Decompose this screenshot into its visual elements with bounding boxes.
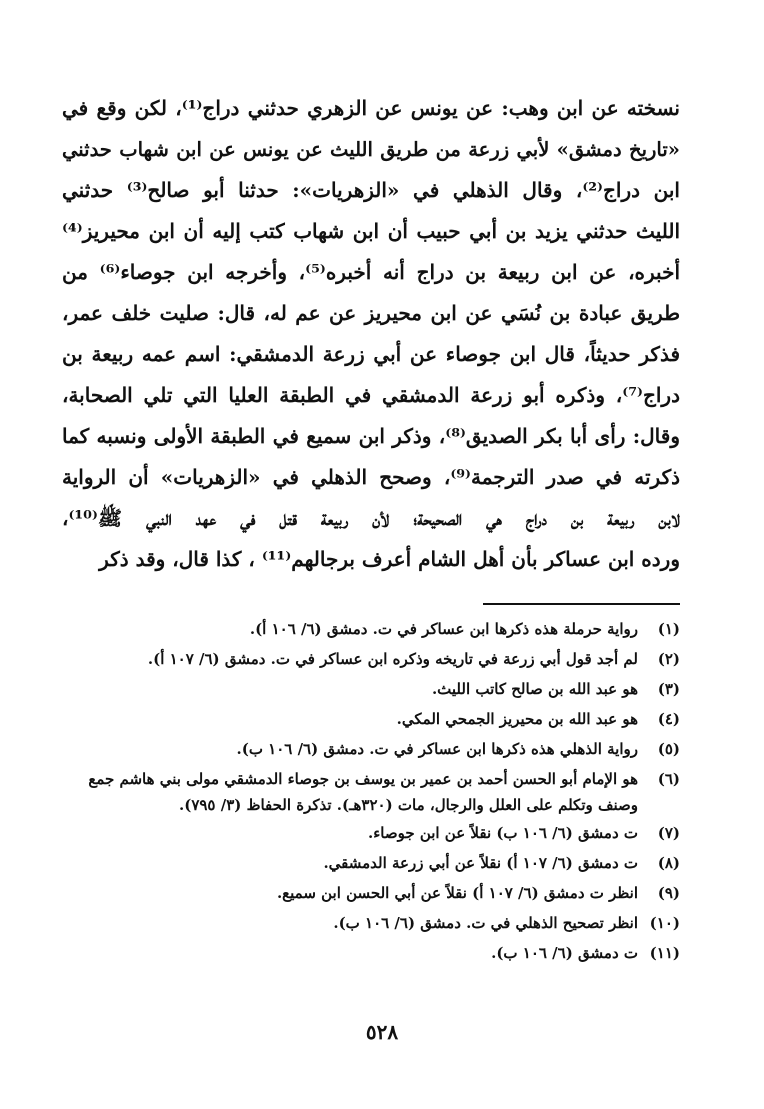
body-line: لابن ربيعة بن دراج هي الصحيحة؛ لأن ربيعة قتل في عهد النبي ﷺ⁽¹⁰⁾، [62, 506, 680, 530]
footnote-number: (٨) [657, 854, 680, 872]
footnote [62, 614, 680, 644]
footnote-text: انظر تصحيح الذهلي في ت. دمشق (٦/ ١٠٦ ب). [333, 914, 638, 932]
footnote [62, 704, 680, 734]
footnote [62, 644, 680, 674]
footnote-number: (٢) [657, 650, 680, 668]
footnote-number: (٦) [657, 770, 680, 788]
footnote-text: رواية الذهلي هذه ذكرها ابن عساكر في ت. دمشق (٦/ ١٠٦ ب). [236, 740, 638, 758]
body-line: الليث حدثني يزيد بن أبي حبيب أن ابن شهاب كتب إليه أن ابن محيريز⁽⁴⁾ [62, 219, 680, 243]
footnote-text: هو عبد الله بن صالح كاتب الليث. [431, 680, 638, 698]
footnote-text: ت دمشق (٦/ ١٠٧ أ) نقلاً عن أبي زرعة الدمشقي. [323, 854, 638, 872]
footnote-separator [483, 603, 680, 605]
footnote-number: (٧) [657, 824, 680, 842]
body-line: فذكر حديثاً، قال ابن جوصاء عن أبي زرعة الدمشقي: اسم عمه ربيعة بن [62, 342, 680, 366]
body-text [62, 88, 680, 580]
footnote-number: (١١) [649, 944, 680, 962]
body-line: أخبره، عن ابن ربيعة بن دراج أنه أخبره⁽⁵⁾، وأخرجه ابن جوصاء⁽⁶⁾ من [62, 260, 680, 284]
footnote-text: ت دمشق (٦/ ١٠٦ ب). [491, 944, 638, 962]
footnote [62, 908, 680, 938]
footnote-number: (٣) [657, 680, 680, 698]
body-line: ابن دراج⁽²⁾، وقال الذهلي في «الزهريات»: حدثنا أبو صالح⁽³⁾ حدثني [62, 178, 680, 202]
footnote-number: (٤) [657, 710, 680, 728]
footnotes [62, 614, 680, 968]
footnote-number: (١٠) [649, 914, 680, 932]
body-line: دراج⁽⁷⁾، وذكره أبو زرعة الدمشقي في الطبقة العليا التي تلي الصحابة، [62, 383, 680, 407]
footnote [62, 878, 680, 908]
footnote [62, 938, 680, 968]
footnote [62, 674, 680, 704]
footnote-text: ت دمشق (٦/ ١٠٦ ب) نقلاً عن ابن جوصاء. [368, 824, 638, 842]
body-line: ذكرته في صدر الترجمة⁽⁹⁾، وصحح الذهلي في «الزهريات» أن الرواية [62, 465, 680, 489]
body-line: ورده ابن عساكر بأن أهل الشام أعرف برجالهم⁽¹¹⁾ ، كذا قال، وقد ذكر [99, 547, 680, 571]
body-line: نسخته عن ابن وهب: عن يونس عن الزهري حدثني دراج⁽¹⁾، لكن وقع في [62, 96, 680, 120]
page-number: ٥٢٨ [365, 1020, 399, 1044]
footnote-text: هو عبد الله بن محيريز الجمحي المكي. [396, 710, 638, 728]
body-line: «تاريخ دمشق» لأبي زرعة من طريق الليث عن يونس عن ابن شهاب حدثني [62, 138, 680, 161]
footnote-number: (٥) [657, 740, 680, 758]
footnote-text: انظر ت دمشق (٦/ ١٠٧ أ) نقلاً عن أبي الحسن ابن سميع. [276, 884, 638, 902]
footnote-text: هو الإمام أبو الحسن أحمد بن عمير بن يوسف بن جوصاء الدمشقي مولى بني هاشم جمع وصنف وتكلم على العلل والرجال، مات (٣٢٠هـ). تذكرة الحفاظ (٣/ ٧٩٥). [88, 770, 638, 814]
body-line: وقال: رأى أبا بكر الصديق⁽⁸⁾، وذكر ابن سميع في الطبقة الأولى ونسبه كما [62, 424, 680, 448]
footnote [62, 848, 680, 878]
footnote [62, 818, 680, 848]
footnote [62, 764, 680, 818]
footnote-number: (٩) [657, 884, 680, 902]
footnote-text: رواية حرملة هذه ذكرها ابن عساكر في ت. دمشق (٦/ ١٠٦ أ). [249, 620, 638, 638]
body-line: طريق عبادة بن نُسَي عن ابن محيريز عن عم له، قال: صليت خلف عمر، [62, 301, 680, 325]
footnote-text: لم أجد قول أبي زرعة في تاريخه وذكره ابن عساكر في ت. دمشق (٦/ ١٠٧ أ). [147, 650, 638, 668]
footnote [62, 734, 680, 764]
footnote-number: (١) [657, 620, 680, 638]
